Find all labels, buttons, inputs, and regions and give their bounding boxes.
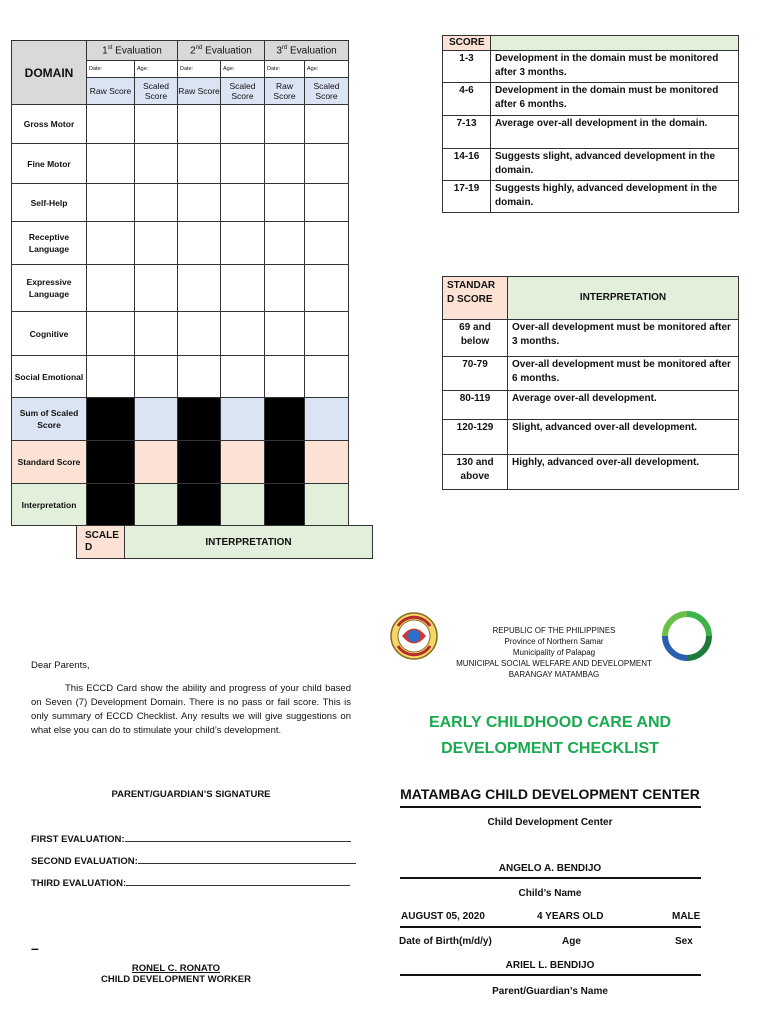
dash-mark: – <box>31 940 39 956</box>
child-sex: MALE <box>672 911 701 922</box>
header-republic: REPUBLIC OF THE PHILIPPINES <box>492 626 616 635</box>
parent-name: ARIEL L. BENDIJO <box>505 960 595 971</box>
score-table <box>442 35 739 213</box>
child-name-label: Child’s Name <box>518 888 582 899</box>
age-label: Age: <box>305 61 349 78</box>
interpretation-label: Interpretation <box>12 484 87 526</box>
table-row <box>12 398 349 441</box>
sum-of-scaled-score-label: Sum of Scaled Score <box>12 398 87 441</box>
table-row: 80-119 Average over-all development. <box>443 391 739 420</box>
center-label: Child Development Center <box>487 817 613 828</box>
first-evaluation-header: 1st Evaluation <box>87 41 178 61</box>
parent-label: Parent/Guardian’s Name <box>492 986 608 997</box>
divider <box>400 974 701 976</box>
table-row <box>12 144 349 184</box>
table-row <box>12 441 349 484</box>
divider <box>400 926 701 928</box>
first-evaluation-line: FIRST EVALUATION: <box>31 832 351 845</box>
standard-score-header: STANDAR D SCORE <box>443 277 508 320</box>
raw-score-header: Raw Score <box>87 78 135 105</box>
table-row <box>12 222 349 265</box>
domain-header: DOMAIN <box>12 41 87 105</box>
table-row: 7-13 Average over-all development in the domain. <box>443 116 739 149</box>
child-name: ANGELO A. BENDIJO <box>498 863 602 874</box>
scaled-score-header: Scaled Score <box>135 78 178 105</box>
age-label: Age <box>562 936 581 947</box>
table-row: 130 and above Highly, advanced over-all development. <box>443 455 739 490</box>
third-evaluation-header: 3rd Evaluation <box>265 41 349 61</box>
age-label: Age: <box>221 61 265 78</box>
score-header: SCORE <box>443 36 491 51</box>
second-evaluation-header: 2nd Evaluation <box>178 41 265 61</box>
table-row <box>12 105 349 144</box>
divider <box>400 877 701 879</box>
table-row <box>12 184 349 222</box>
scaled-score-header: Scaled Score <box>221 78 265 105</box>
scaled-header: SCALE D <box>77 526 125 559</box>
scaled-interpretation-table <box>76 525 373 559</box>
table-row <box>12 356 349 398</box>
table-row: 14-16 Suggests slight, advanced development in the domain. <box>443 149 739 181</box>
sex-label: Sex <box>675 936 693 947</box>
municipal-seal-icon <box>389 611 439 661</box>
domain-social-emotional: Social Emotional <box>12 356 87 398</box>
date-of-birth: AUGUST 05, 2020 <box>401 911 485 922</box>
domain-cognitive: Cognitive <box>12 312 87 356</box>
table-row: 120-129 Slight, advanced over-all development. <box>443 420 739 455</box>
date-label: Date: <box>87 61 135 78</box>
date-of-birth-label: Date of Birth(m/d/y) <box>399 936 492 947</box>
domain-expressive-language: Expressive Language <box>12 265 87 312</box>
raw-score-header: Raw Score <box>178 78 221 105</box>
scaled-score-header: Scaled Score <box>305 78 349 105</box>
signature-field[interactable] <box>125 832 351 842</box>
header-municipality: Municipality of Palapag <box>512 648 596 657</box>
age-label: Age: <box>135 61 178 78</box>
table-row: 17-19 Suggests highly, advanced development in the domain. <box>443 181 739 213</box>
table-row: 69 and below Over-all development must be monitored after 3 months. <box>443 320 739 357</box>
table-row <box>12 312 349 356</box>
third-evaluation-line: THIRD EVALUATION: <box>31 876 350 889</box>
date-label: Date: <box>178 61 221 78</box>
table-row: 70-79 Over-all development must be monitored after 6 months. <box>443 357 739 391</box>
eccd-council-logo-icon <box>661 610 713 662</box>
worker-title: CHILD DEVELOPMENT WORKER <box>101 974 251 985</box>
signature-field[interactable] <box>126 876 350 886</box>
domain-fine-motor: Fine Motor <box>12 144 87 184</box>
center-name: MATAMBAG CHILD DEVELOPMENT CENTER <box>400 786 700 802</box>
title-line-2: DEVELOPMENT CHECKLIST <box>441 740 659 757</box>
domain-self-help: Self-Help <box>12 184 87 222</box>
table-row <box>12 484 349 526</box>
header-barangay: BARANGAY MATAMBAG <box>508 670 600 679</box>
divider <box>400 806 701 808</box>
standard-score-label: Standard Score <box>12 441 87 484</box>
letter-body: This ECCD Card show the ability and progress of your child based on Seven (7) Development Domain. There is no pass or fail score. This is only summary of ECCD Checklist. Any results we will give suggestions on what else you can do to stimulate your child’s development. <box>31 683 351 736</box>
header-province: Province of Northern Samar <box>504 637 604 646</box>
child-age: 4 YEARS OLD <box>537 911 604 922</box>
second-evaluation-line: SECOND EVALUATION: <box>31 854 356 867</box>
standard-score-table <box>442 276 739 490</box>
signature-title: PARENT/GUARDIAN’S SIGNATURE <box>111 789 271 800</box>
table-row: 1-3 Development in the domain must be monitored after 3 months. <box>443 51 739 83</box>
worker-name: RONEL C. RONATO <box>131 963 221 974</box>
header-mswd: MUNICIPAL SOCIAL WELFARE AND DEVELOPMENT <box>456 659 652 668</box>
standard-interpretation-header: INTERPRETATION <box>508 277 739 320</box>
domain-gross-motor: Gross Motor <box>12 105 87 144</box>
table-row: 4-6 Development in the domain must be monitored after 6 months. <box>443 83 739 116</box>
title-line-1: EARLY CHILDHOOD CARE AND <box>428 714 672 731</box>
date-label: Date: <box>265 61 305 78</box>
interpretation-header: INTERPRETATION <box>125 526 373 559</box>
raw-score-header: Raw Score <box>265 78 305 105</box>
domain-receptive-language: Receptive Language <box>12 222 87 265</box>
signature-field[interactable] <box>138 854 356 864</box>
letter-greeting: Dear Parents, <box>31 660 90 671</box>
table-row <box>12 265 349 312</box>
evaluation-table <box>11 40 349 526</box>
